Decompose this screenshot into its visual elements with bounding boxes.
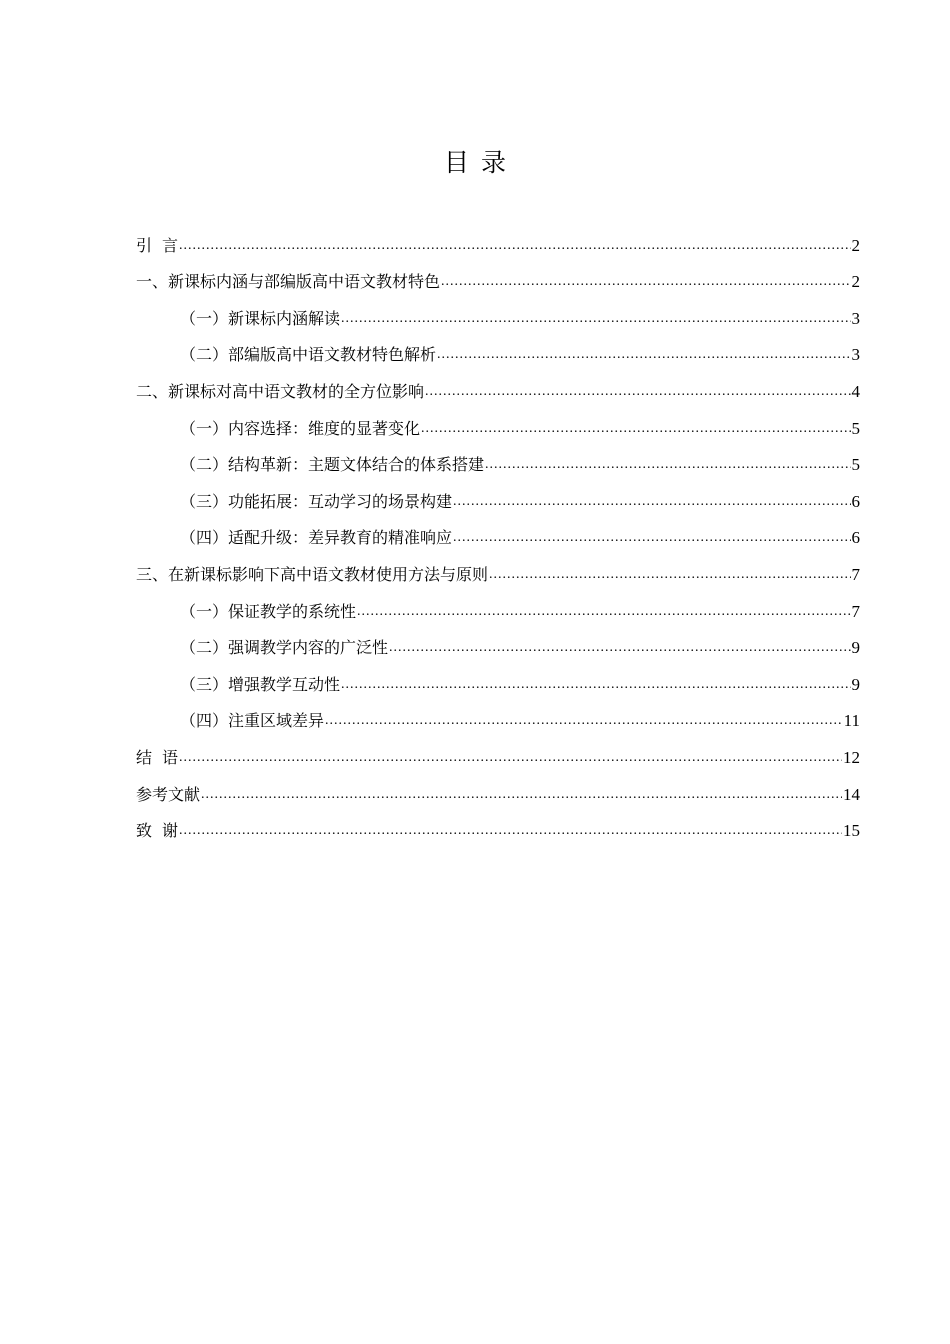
toc-entry[interactable] — [136, 295, 860, 332]
toc-entry-page-number: 6 — [851, 528, 860, 548]
toc-entry[interactable] — [136, 808, 860, 845]
toc-entry[interactable] — [136, 405, 860, 442]
toc-entry-page-number: 3 — [851, 308, 860, 328]
toc-entry-page-number: 5 — [851, 455, 860, 475]
toc-dot-leader — [201, 784, 842, 806]
toc-entry-label: 引言 — [136, 235, 189, 255]
toc-dot-leader — [437, 344, 850, 366]
toc-entry-label: （三）功能拓展：互动学习的场景构建 — [180, 491, 453, 511]
toc-list — [136, 222, 860, 844]
toc-entry-label: （四）注重区域差异 — [180, 711, 325, 731]
toc-entry-page-number: 7 — [851, 601, 860, 621]
toc-entry[interactable] — [136, 625, 860, 662]
toc-entry[interactable] — [136, 515, 860, 552]
toc-dot-leader — [325, 710, 843, 732]
toc-entry[interactable] — [136, 332, 860, 369]
toc-entry-page-number: 12 — [843, 747, 860, 767]
toc-entry-page-number: 2 — [851, 272, 860, 292]
toc-entry-label: （一）新课标内涵解读 — [180, 308, 341, 328]
toc-entry-label: （一）保证教学的系统性 — [180, 601, 357, 621]
toc-entry[interactable] — [136, 661, 860, 698]
toc-dot-leader — [441, 271, 850, 293]
toc-entry-label: 二、新课标对高中语文教材的全方位影响 — [136, 381, 425, 401]
toc-dot-leader — [341, 308, 850, 330]
toc-entry[interactable] — [136, 734, 860, 771]
toc-entry-label: 结语 — [136, 747, 189, 767]
toc-dot-leader — [453, 491, 850, 513]
toc-entry-label: （二）部编版高中语文教材特色解析 — [180, 345, 437, 365]
toc-entry[interactable] — [136, 771, 860, 808]
toc-dot-leader — [341, 674, 850, 696]
toc-entry-page-number: 7 — [851, 564, 860, 584]
toc-entry-label: 参考文献 — [136, 784, 201, 804]
toc-entry-page-number: 15 — [843, 821, 860, 841]
toc-dot-leader — [389, 637, 850, 659]
toc-entry-label: 一、新课标内涵与部编版高中语文教材特色 — [136, 272, 441, 292]
toc-entry[interactable] — [136, 478, 860, 515]
toc-entry-page-number: 4 — [851, 381, 860, 401]
toc-dot-leader — [485, 454, 850, 476]
toc-entry-page-number: 6 — [851, 491, 860, 511]
toc-entry[interactable] — [136, 442, 860, 479]
toc-title: 目录 — [443, 148, 518, 177]
toc-entry-label: （四）适配升级：差异教育的精准响应 — [180, 528, 453, 548]
toc-entry[interactable] — [136, 222, 860, 259]
toc-dot-leader — [489, 564, 850, 586]
toc-dot-leader — [179, 235, 850, 257]
toc-dot-leader — [421, 418, 850, 440]
toc-entry[interactable] — [136, 368, 860, 405]
toc-entry[interactable] — [136, 588, 860, 625]
toc-entry[interactable] — [136, 551, 860, 588]
toc-entry-page-number: 5 — [851, 418, 860, 438]
toc-entry[interactable] — [136, 698, 860, 735]
toc-entry-page-number: 11 — [843, 711, 860, 731]
toc-entry[interactable] — [136, 259, 860, 296]
toc-dot-leader — [179, 820, 842, 842]
toc-entry-label: （一）内容选择：维度的显著变化 — [180, 418, 421, 438]
toc-entry-label: 三、在新课标影响下高中语文教材使用方法与原则 — [136, 564, 489, 584]
toc-dot-leader — [357, 601, 850, 623]
toc-dot-leader — [453, 527, 850, 549]
toc-dot-leader — [425, 381, 850, 403]
toc-entry-label: （二）结构革新：主题文体结合的体系搭建 — [180, 455, 485, 475]
toc-entry-page-number: 3 — [851, 345, 860, 365]
toc-entry-page-number: 2 — [851, 235, 860, 255]
toc-entry-label: 致谢 — [136, 821, 189, 841]
toc-entry-page-number: 9 — [851, 638, 860, 658]
toc-entry-page-number: 14 — [843, 784, 860, 804]
toc-entry-label: （二）强调教学内容的广泛性 — [180, 638, 389, 658]
toc-dot-leader — [179, 747, 842, 769]
toc-entry-page-number: 9 — [851, 674, 860, 694]
toc-entry-label: （三）增强教学互动性 — [180, 674, 341, 694]
